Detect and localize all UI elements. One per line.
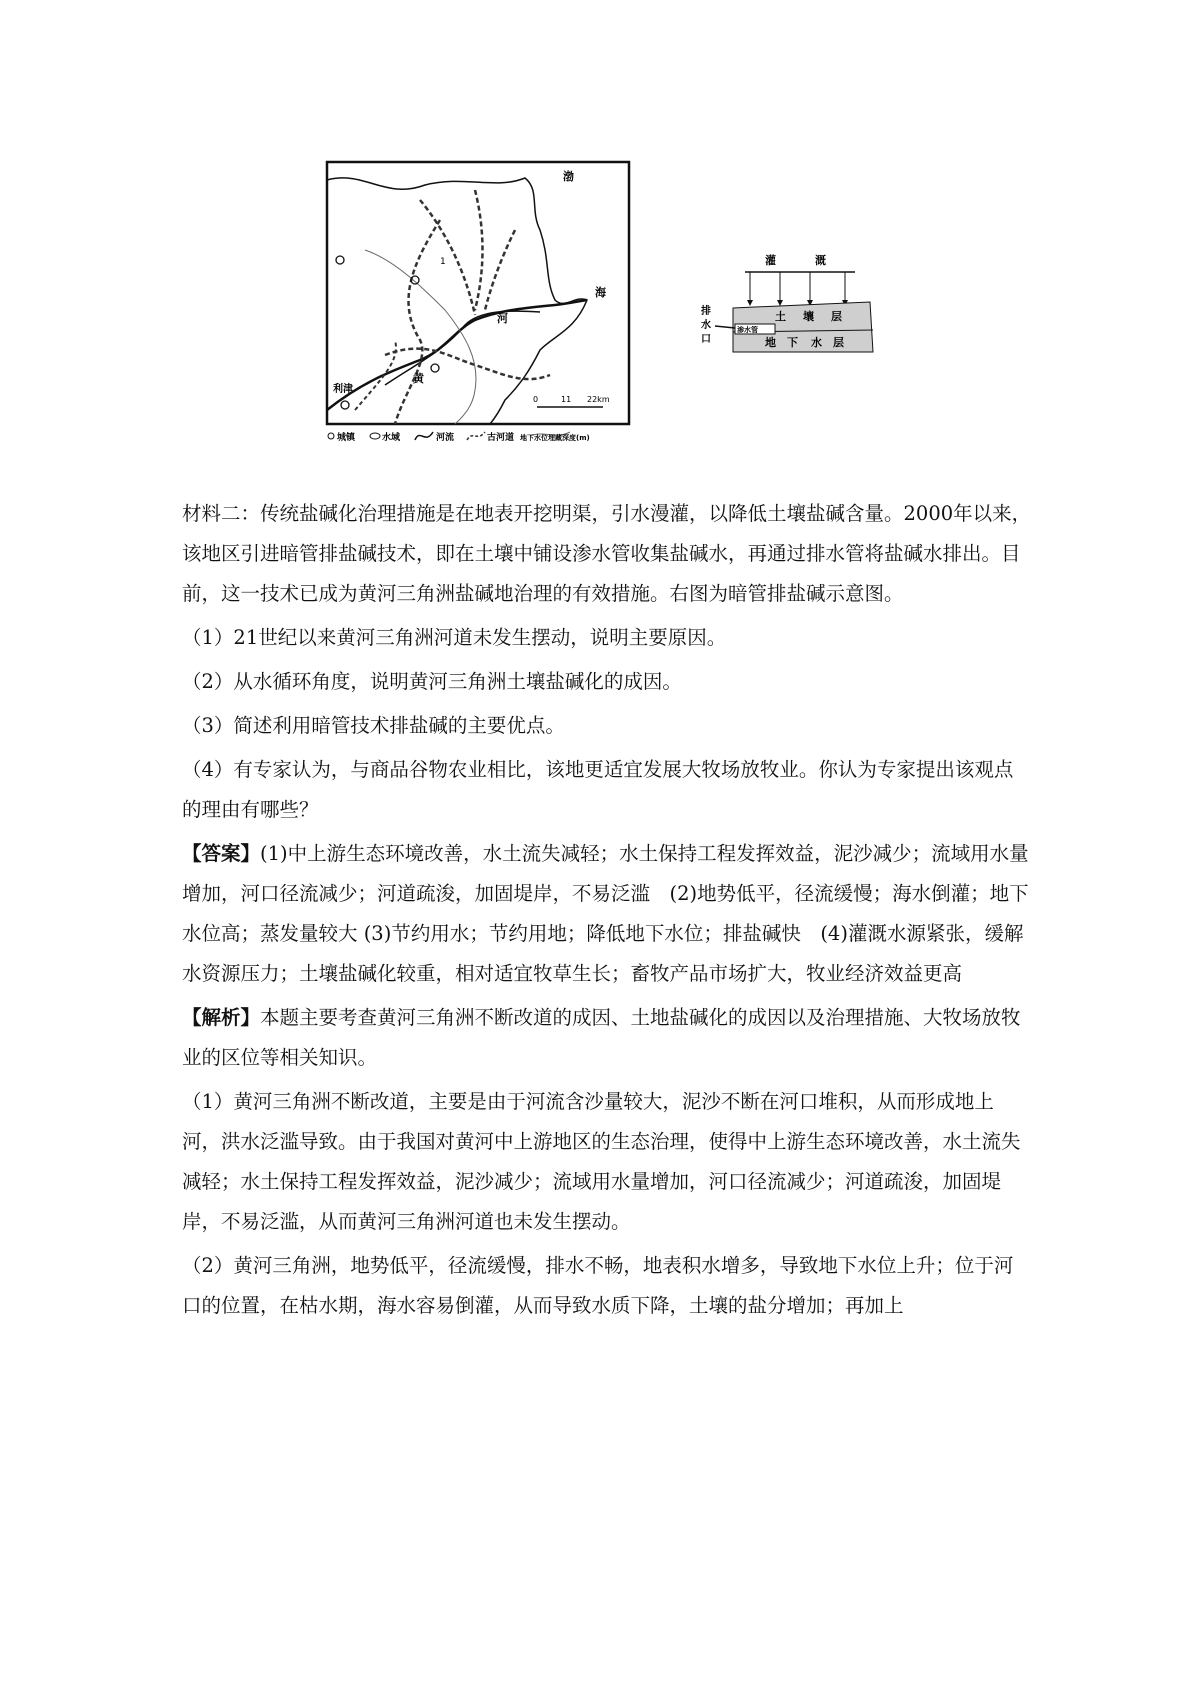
outlet-char-1: 排 (701, 306, 711, 317)
map-label-river: 河 (497, 312, 508, 325)
answer-text: (1)中上游生态环境改善，水土流失减轻；水土保持工程发挥效益，泥沙减少；流域用水量增加，河口径流减少；河道疏浚，加固堤岸，不易泛滥 (2)地势低平，径流缓慢；海水倒灌；地下水位高；蒸发量较大 (3)节约用水；节约用地；降低地下水位；排盐碱快 (4)灌溉水源紧张，缓解水资源压力；土壤盐碱化较重，相对适宜牧草生长；畜牧产品市场扩大，牧业经济效益更高 (182, 842, 1029, 985)
soil-char-3: 层 (831, 310, 842, 323)
material-two: 材料二：传统盐碱化治理措施是在地表开挖明渠，引水漫灌，以降低土壤盐碱含量。2000年以来，该地区引进暗管排盐碱技术，即在土壤中铺设渗水管收集盐碱水，再通过排水管将盐碱水排出。目前，这一技术已成为黄河三角洲盐碱地治理的有效措施。右图为暗管排盐碱示意图。 (182, 502, 1032, 605)
analysis-text: 本题主要考查黄河三角洲不断改道的成因、土地盐碱化的成因以及治理措施、大牧场放牧业的区位等相关知识。 (182, 1006, 1021, 1069)
gw-char-4: 层 (833, 336, 844, 349)
map-label-sea-top: 渤 (563, 170, 574, 183)
soil-char-2: 壤 (803, 310, 814, 323)
map-label-sea-right: 海 (595, 286, 606, 299)
legend-town: 城镇 (337, 433, 356, 443)
question-4: （4）有专家认为，与商品谷物农业相比，该地更适宜发展大牧场放牧业。你认为专家提出该观点的理由有哪些？ (182, 758, 1014, 821)
explain-1: （1）黄河三角洲不断改道，主要是由于河流含沙量较大，泥沙不断在河口堆积，从而形成地上河，洪水泛滥导致。由于我国对黄河中上游地区的生态治理，使得中上游生态环境改善，水土流失减轻；水土保持工程发挥效益，泥沙减少；流域用水量增加，河口径流减少；河道疏浚，加固堤岸，不易泛滥，从而黄河三角洲河道也未发生摆动。 (182, 1090, 1021, 1233)
answer-tag: 【答案】 (182, 842, 261, 865)
legend-water: 水域 (382, 433, 401, 443)
delta-map (325, 160, 655, 480)
scale-0: 0 (533, 395, 539, 404)
outlet-char-2: 水 (701, 320, 711, 331)
explain-2: （2）黄河三角洲，地势低平，径流缓慢，排水不畅，地表积水增多，导致地下水位上升；位于河口的位置，在枯水期，海水容易倒灌，从而导致水质下降，土壤的盐分增加；再加上 (182, 1254, 1014, 1317)
drain-pipe-label: 渗水管 (737, 326, 758, 334)
scale-22: 22km (587, 395, 610, 404)
gw-char-1: 地 (765, 336, 776, 349)
legend-river: 河流 (436, 433, 455, 443)
drainage-schematic (695, 250, 875, 360)
gw-char-2: 下 (787, 336, 798, 349)
outlet-char-3: 口 (701, 334, 711, 345)
legend-ancient: 古河道 (487, 433, 515, 443)
analysis-tag: 【解析】 (182, 1006, 261, 1029)
gw-char-3: 水 (811, 336, 822, 349)
irrigation-char-2: 溉 (815, 254, 826, 267)
legend-depth: 地下水位埋藏深度(m) (520, 434, 590, 442)
document-body (182, 494, 1032, 1326)
analysis-paragraph (182, 998, 1032, 1078)
answer-paragraph (182, 834, 1032, 994)
map-label-contour: 1 (440, 257, 446, 267)
question-1: （1）21世纪以来黄河三角洲河道未发生摆动，说明主要原因。 (182, 626, 727, 649)
figures (325, 160, 885, 480)
map-label-city: 利津 (333, 384, 353, 395)
map-label-yellow: 黄 (413, 372, 424, 385)
question-2: （2）从水循环角度，说明黄河三角洲土壤盐碱化的成因。 (182, 670, 682, 693)
scale-11: 11 (561, 395, 572, 404)
question-3: （3）简述利用暗管技术排盐碱的主要优点。 (182, 714, 565, 737)
map-legend (328, 431, 590, 443)
soil-char-1: 土 (775, 310, 786, 323)
irrigation-char-1: 灌 (765, 254, 776, 267)
